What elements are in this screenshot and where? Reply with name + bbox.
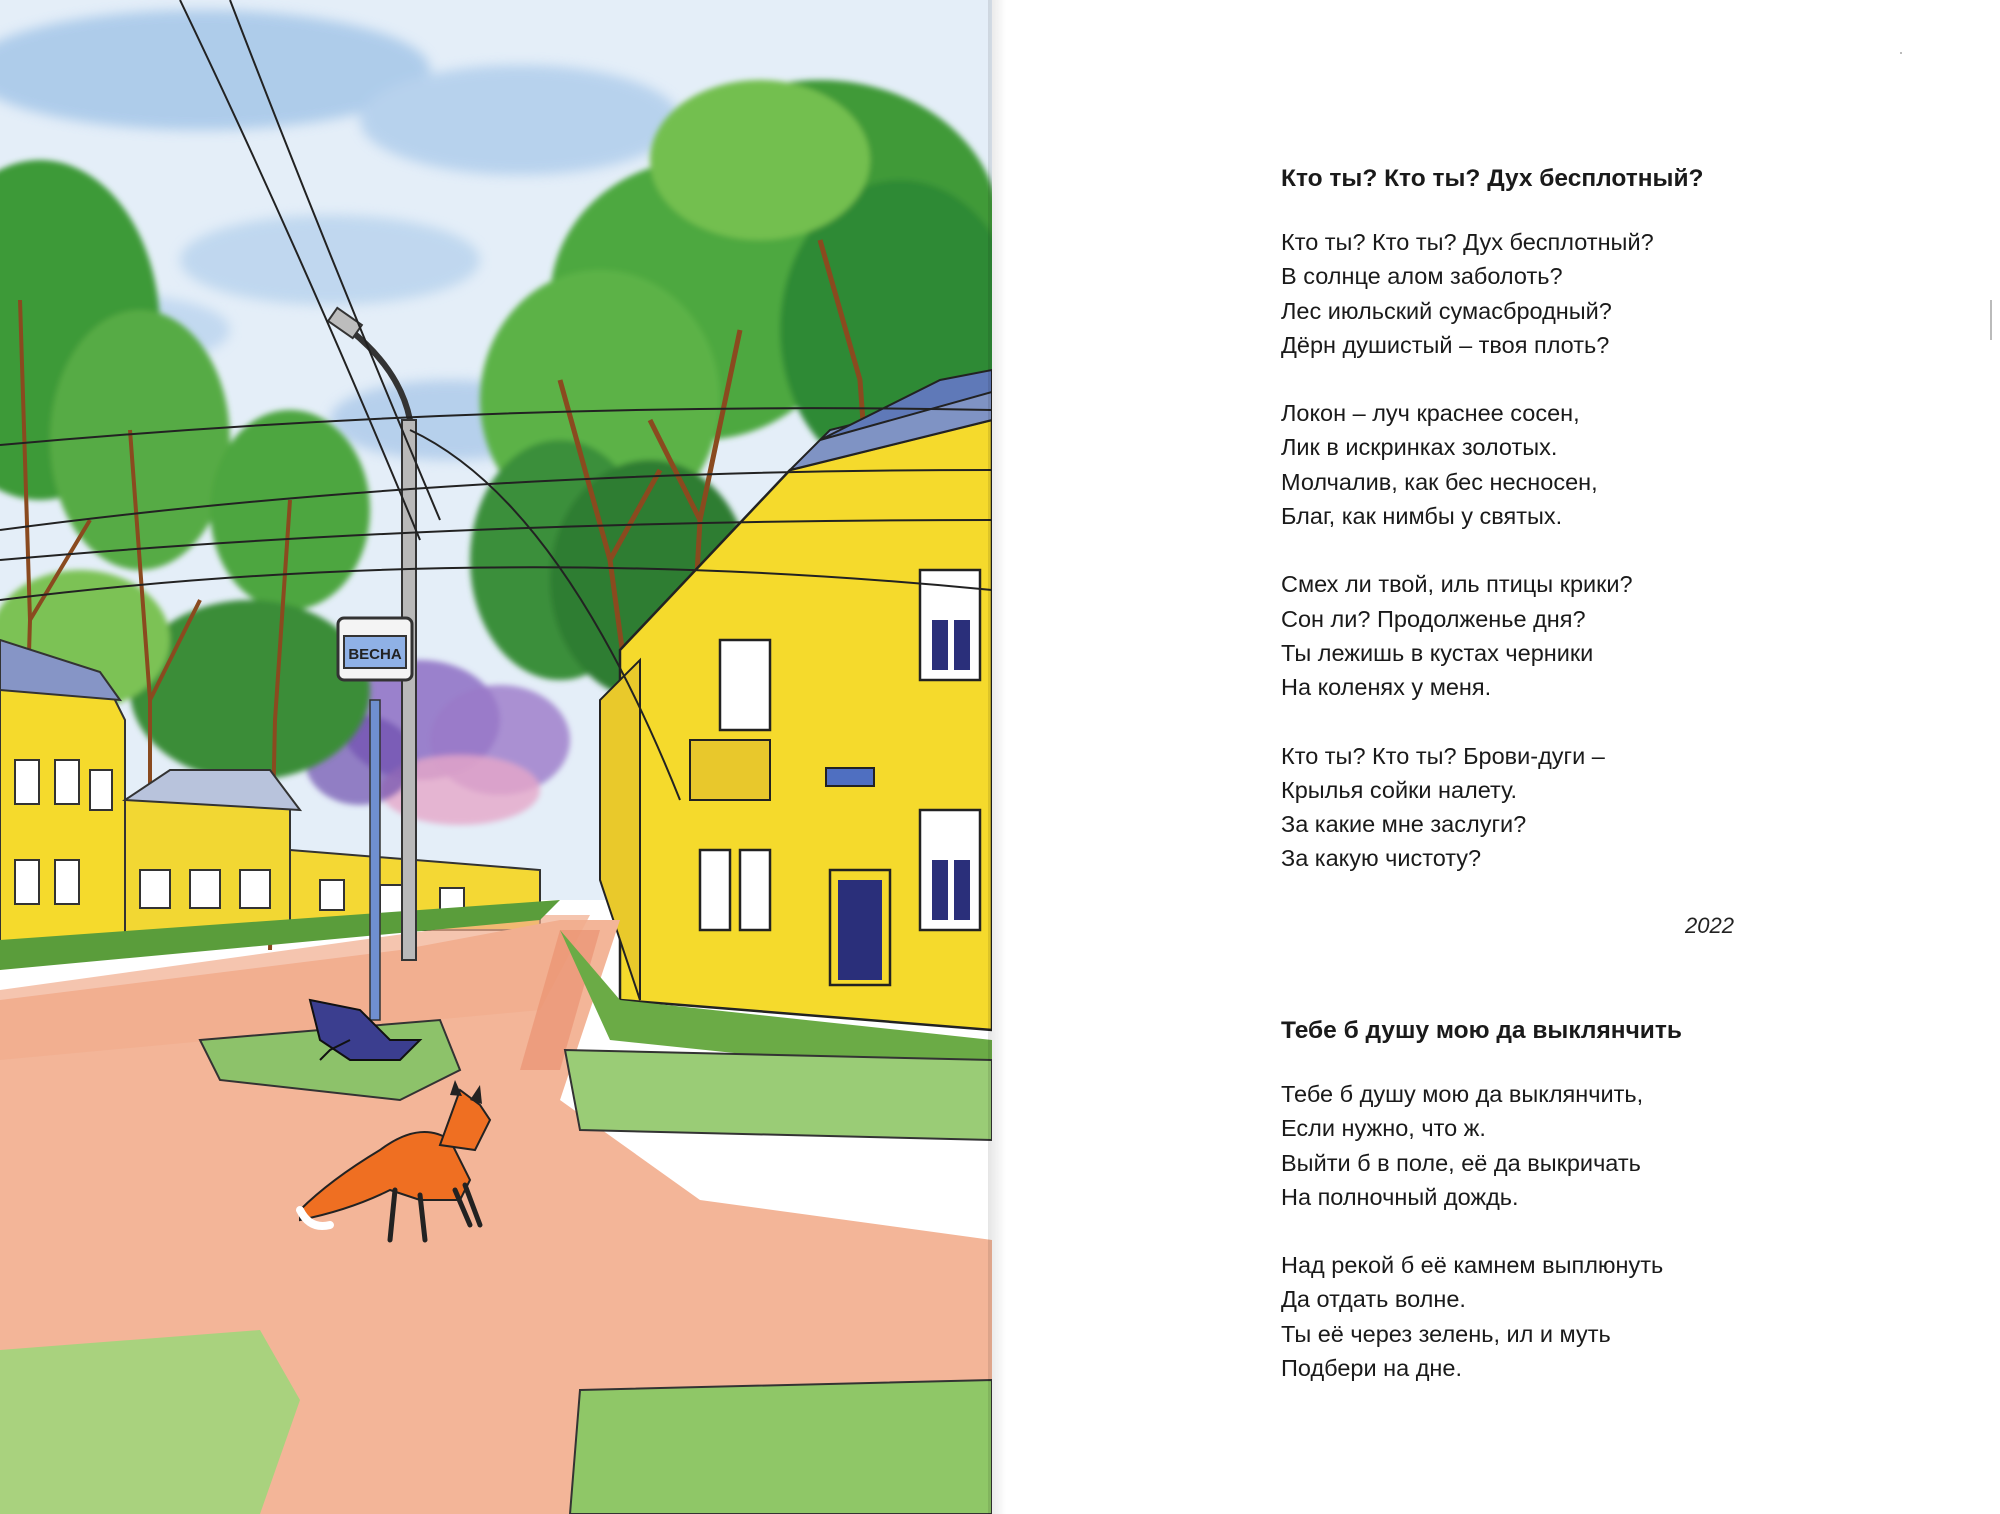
poem-line: Если нужно, что ж. [1281, 1115, 1486, 1142]
poem-line: Кто ты? Кто ты? Брови-дуги – [1281, 742, 1605, 769]
poem-line: В солнце алом заболоть? [1281, 263, 1563, 290]
poem-line: На полночный дождь. [1281, 1183, 1519, 1210]
poem-1-date: 2022 [1685, 913, 1734, 938]
poem-line: Молчалив, как бес несносен, [1281, 468, 1598, 495]
poem-line: Тебе б душу мою да выклянчить, [1281, 1081, 1644, 1107]
poem-line: На коленях у меня. [1281, 674, 1492, 701]
poem-line: Смех ли твой, иль птицы крики? [1281, 571, 1633, 598]
poem-line: Выйти б в поле, её да выкричать [1281, 1149, 1641, 1176]
poem-1 [1281, 163, 1801, 938]
poem-line: Ты лежишь в кустах черники [1281, 639, 1594, 666]
scan-speck [1900, 52, 1902, 54]
poem-1-stanza-3 [1281, 567, 1801, 704]
poem-line: Кто ты? Кто ты? Дух бесплотный? [1281, 229, 1654, 255]
poem-line: Дёрн душистый – твоя плоть? [1281, 331, 1610, 358]
poem-line: Да отдать волне. [1281, 1286, 1466, 1313]
poem-line: За какие мне заслуги? [1281, 811, 1527, 838]
watercolor-illustration [0, 0, 992, 1514]
poem-line: Лик в искринках золотых. [1281, 434, 1558, 461]
poem-2-stanza-2 [1281, 1248, 1801, 1385]
poem-1-stanza-1 [1281, 225, 1801, 362]
scan-mark [1990, 300, 1992, 340]
poem-line: Крылья сойки налету. [1281, 776, 1518, 803]
page-gutter [988, 0, 1006, 1514]
poem-line: За какую чистоту? [1281, 845, 1482, 872]
poem-line: Подбери на дне. [1281, 1355, 1463, 1382]
poem-line: Лес июльский сумасбродный? [1281, 297, 1612, 324]
poem-2 [1281, 1015, 1801, 1419]
poem-2-stanza-1 [1281, 1077, 1801, 1214]
street-sign-text: ВЕСНА [348, 646, 402, 663]
poem-line: Сон ли? Продолженье дня? [1281, 605, 1586, 632]
poem-line: Локон – луч краснее сосен, [1281, 400, 1580, 427]
poem-line: Над рекой б её камнем выплюнуть [1281, 1252, 1664, 1279]
poem-1-title: Кто ты? Кто ты? Дух бесплотный? [1281, 165, 1704, 192]
street-sign [338, 618, 412, 680]
poem-line: Ты её через зелень, ил и муть [1281, 1320, 1611, 1347]
text-page [1006, 0, 2000, 1514]
poem-2-title: Тебе б душу мою да выклянчить [1281, 1017, 1682, 1044]
poem-1-stanza-4 [1281, 739, 1801, 876]
poem-line: Благ, как нимбы у святых. [1281, 503, 1563, 530]
poem-1-stanza-2 [1281, 396, 1801, 533]
